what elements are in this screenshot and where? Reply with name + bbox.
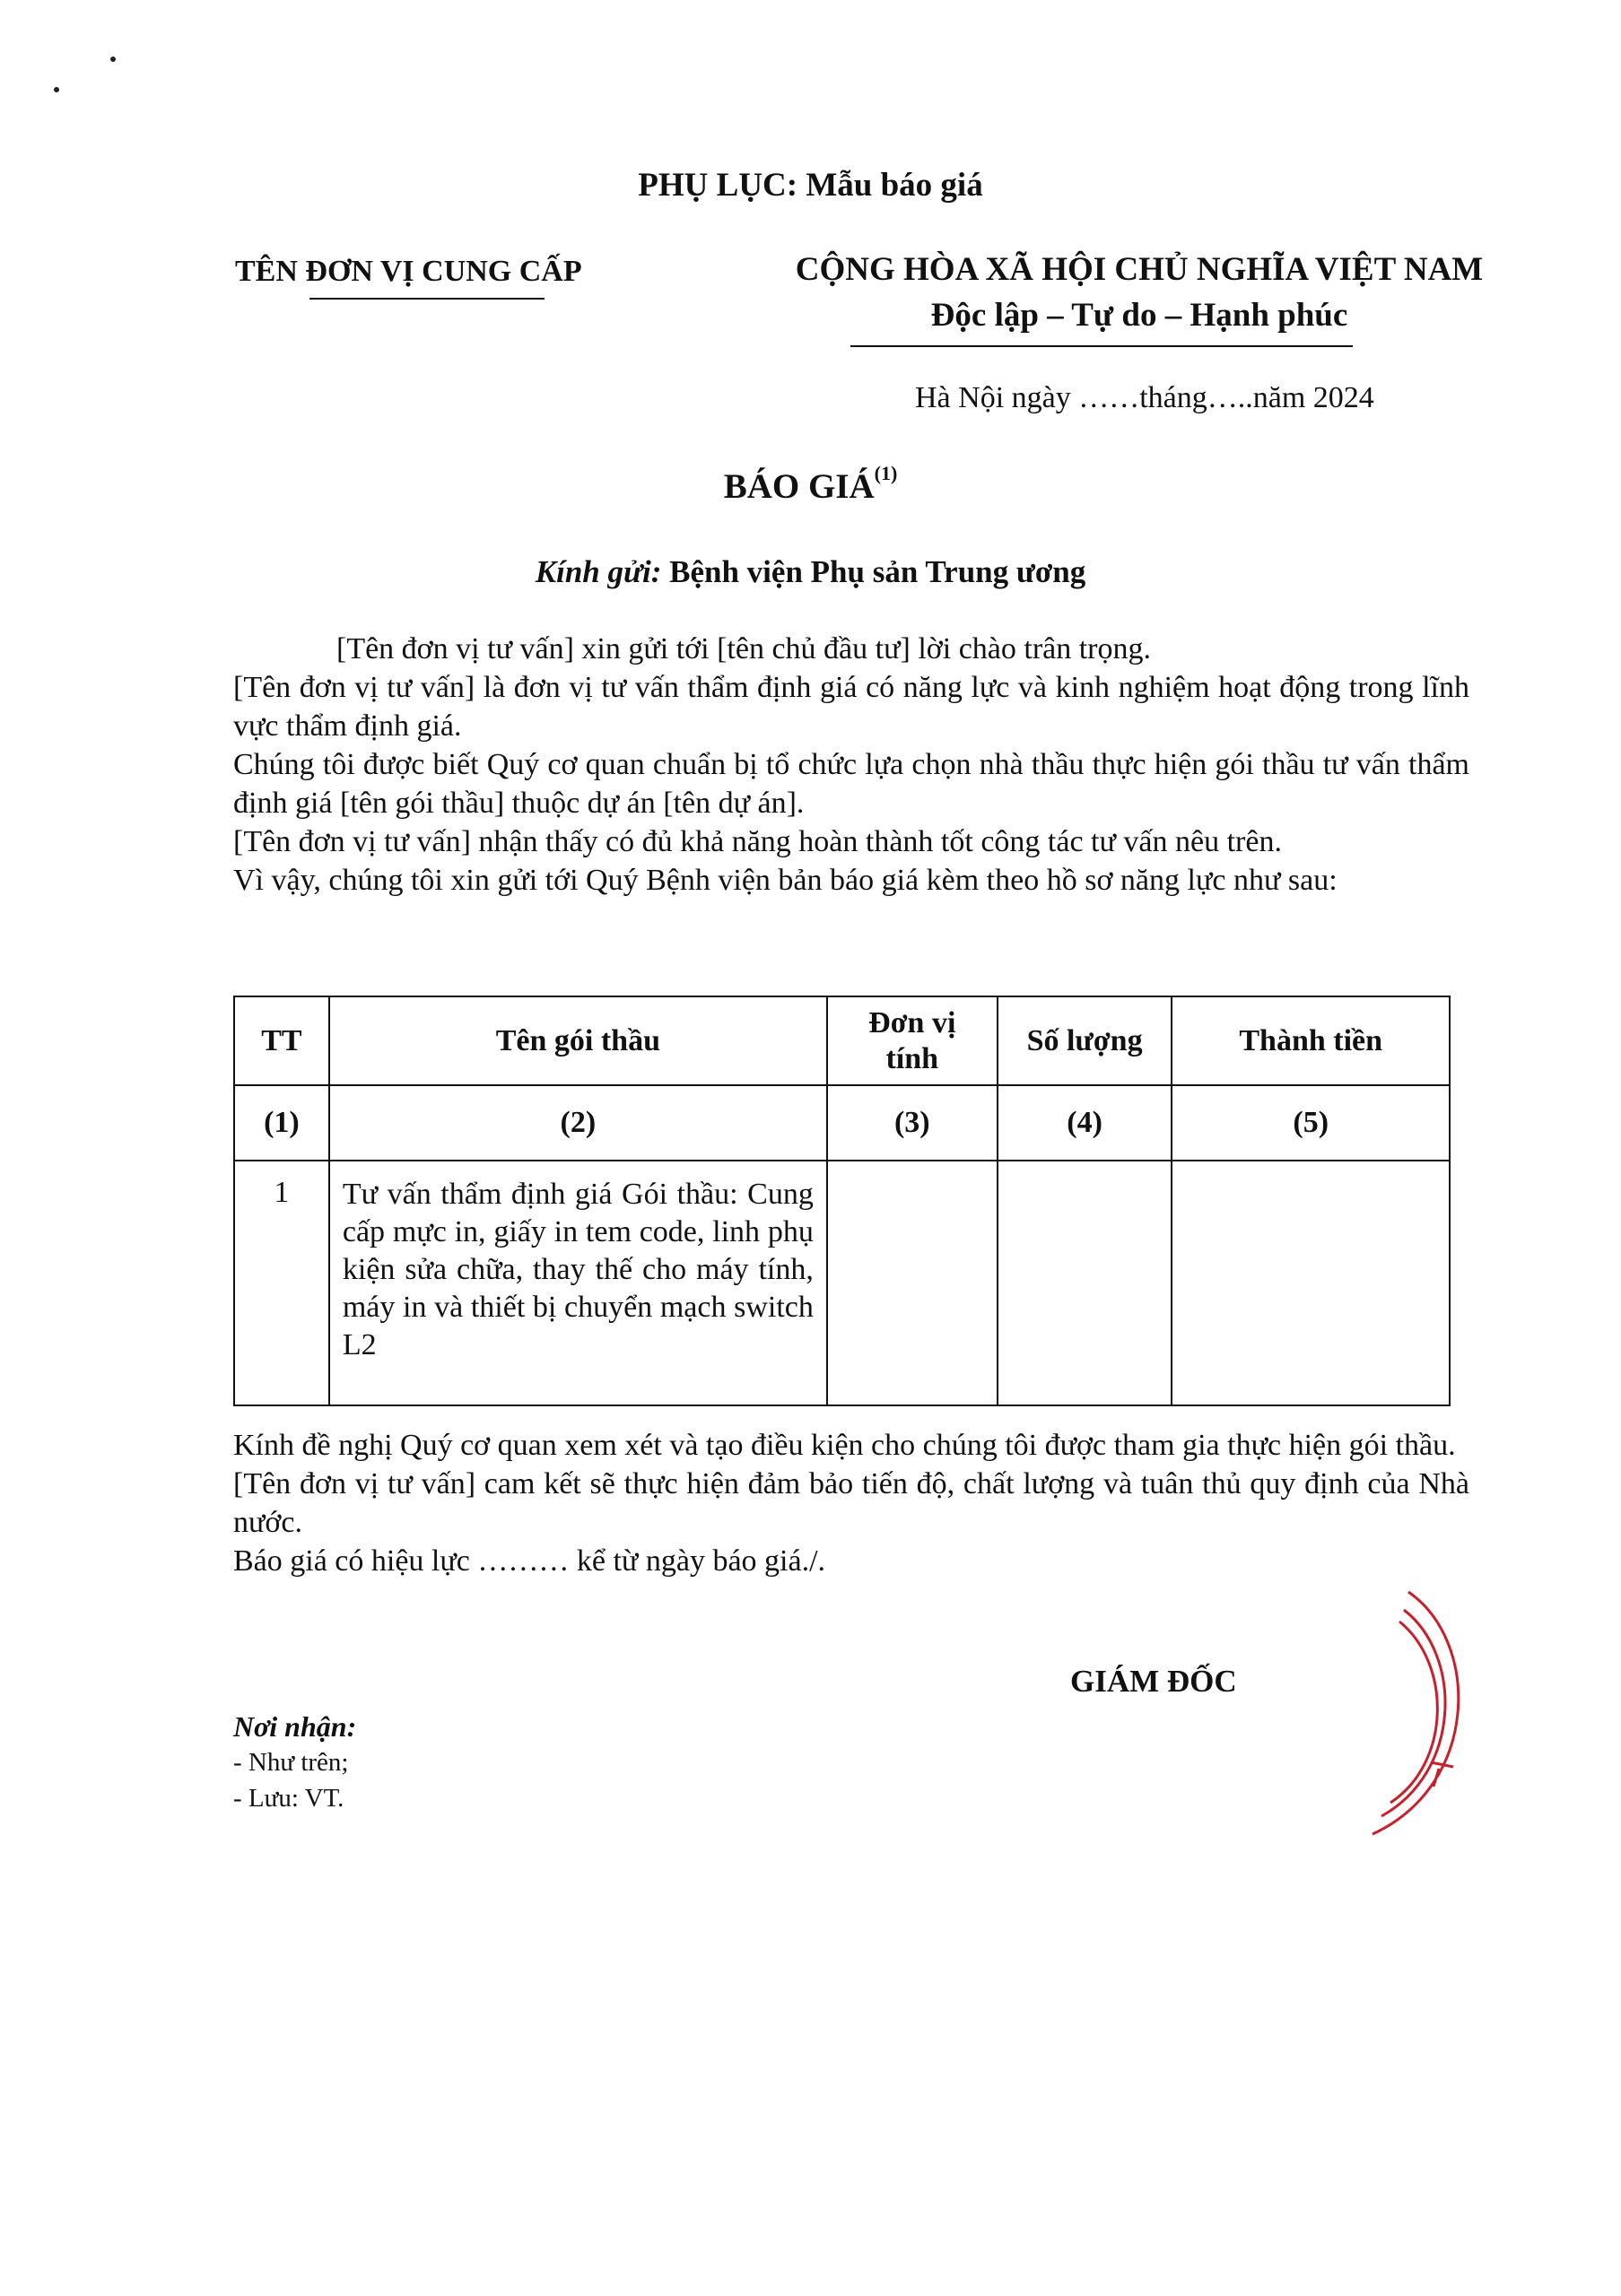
paragraph: [Tên đơn vị tư vấn] là đơn vị tư vấn thẩm định giá có năng lực và kinh nghiệm hoạt động trong lĩnh vực thẩm định giá. (233, 671, 1469, 743)
column-number: (4) (998, 1085, 1172, 1161)
recipients-heading: Nơi nhận: (233, 1710, 357, 1743)
greeting-recipient: Bệnh viện Phụ sản Trung ương (669, 554, 1086, 589)
intro-paragraphs (233, 630, 1469, 900)
motto-underline (850, 345, 1353, 347)
scan-speck (54, 87, 59, 92)
column-number: (3) (827, 1085, 998, 1161)
quote-table (233, 996, 1451, 1406)
partial-seal-stamp (1346, 1578, 1480, 1848)
national-motto: Độc lập – Tự do – Hạnh phúc (930, 297, 1348, 334)
document-title (0, 462, 1621, 507)
document-title-text: BÁO GIÁ (723, 467, 875, 506)
sender-underline (309, 298, 545, 300)
greeting (0, 554, 1621, 590)
paragraph: [Tên đơn vị tư vấn] nhận thấy có đủ khả năng hoàn thành tốt công tác tư vấn nêu trên. (233, 825, 1282, 858)
cell-amount (1172, 1161, 1450, 1405)
sender-name: TÊN ĐƠN VỊ CUNG CẤP (235, 255, 582, 288)
header-quantity: Số lượng (998, 996, 1172, 1085)
table-row (234, 1161, 1450, 1405)
paragraph: Chúng tôi được biết Quý cơ quan chuẩn bị tổ chức lựa chọn nhà thầu thực hiện gói thầu tư vấn thẩm định giá [tên gói thầu] thuộc dự án [tên dự án]. (233, 748, 1469, 820)
paragraph: [Tên đơn vị tư vấn] cam kết sẽ thực hiện đảm bảo tiến độ, chất lượng và tuân thủ quy định của Nhà nước. (233, 1467, 1469, 1539)
column-number: (2) (329, 1085, 827, 1161)
closing-paragraphs (233, 1426, 1469, 1580)
header-tt: TT (234, 996, 329, 1085)
cell-tt: 1 (234, 1161, 329, 1405)
column-number: (1) (234, 1085, 329, 1161)
recipient-item: - Như trên; (233, 1748, 349, 1777)
paragraph: [Tên đơn vị tư vấn] xin gửi tới [tên chủ đầu tư] lời chào trân trọng. (336, 632, 1152, 665)
signer-title: GIÁM ĐỐC (1070, 1664, 1237, 1699)
scan-speck (110, 57, 116, 62)
date-line: Hà Nội ngày ……tháng…..năm 2024 (915, 381, 1374, 414)
column-number: (5) (1172, 1085, 1450, 1161)
recipients-block (233, 1709, 356, 1816)
footnote-marker: (1) (874, 462, 898, 484)
national-title: CỘNG HÒA XÃ HỘI CHỦ NGHĨA VIỆT NAM (795, 251, 1484, 288)
paragraph: Vì vậy, chúng tôi xin gửi tới Quý Bệnh viện bản báo giá kèm theo hồ sơ năng lực như sau: (233, 864, 1338, 897)
cell-quantity (998, 1161, 1172, 1405)
cell-package-name: Tư vấn thẩm định giá Gói thầu: Cung cấp mực in, giấy in tem code, linh phụ kiện sửa chữa, thay thế cho máy tính, máy in và thiết bị chuyển mạch switch L2 (329, 1161, 827, 1405)
paragraph: Báo giá có hiệu lực ……… kể từ ngày báo giá./. (233, 1544, 826, 1578)
table-header-row (234, 996, 1450, 1085)
greeting-prefix: Kính gửi: (535, 554, 662, 589)
header-package-name: Tên gói thầu (329, 996, 827, 1085)
paragraph: Kính đề nghị Quý cơ quan xem xét và tạo điều kiện cho chúng tôi được tham gia thực hiện gói thầu. (233, 1429, 1456, 1462)
cell-unit (827, 1161, 998, 1405)
column-number-row (234, 1085, 1450, 1161)
national-header (691, 250, 1588, 335)
appendix-title: PHỤ LỤC: Mẫu báo giá (638, 167, 983, 204)
header-unit: Đơn vị tính (827, 996, 998, 1085)
recipient-item: - Lưu: VT. (233, 1784, 344, 1813)
header-amount: Thành tiền (1172, 996, 1450, 1085)
